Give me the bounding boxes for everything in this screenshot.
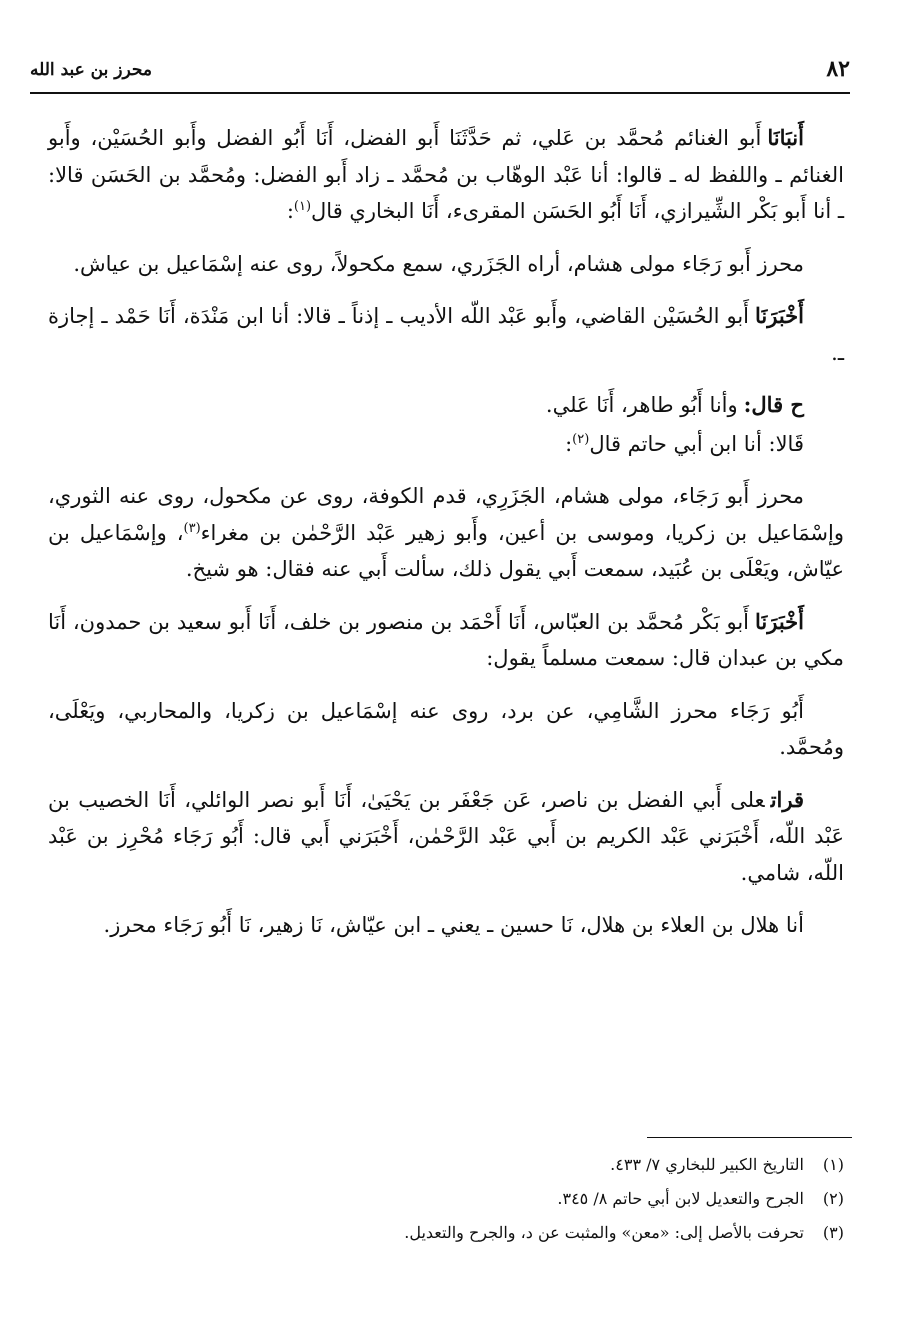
- paragraph-2: [48, 246, 844, 283]
- paragraph-text: أَبو الحُسَيْن القاضي، وأَبو عَبْد اللّه الأديب ـ إذناً ـ قالا: أنا ابن مَنْدَة، أَنَا حَمْد ـ إجازة ـ.: [48, 304, 844, 365]
- paragraph-text: محرز أَبو رَجَاء مولى هشام، أراه الجَزَري، سمع مكحولاً، روى عنه إسْمَاعيل بن عياش.: [73, 251, 804, 276]
- running-title: محرز بن عبد الله: [30, 60, 152, 80]
- footnote-1: [48, 1148, 844, 1182]
- paragraph-3: [48, 298, 844, 371]
- paragraph-end: ، وإسْمَاعيل بن عيّاش، ويَعْلَى بن عُبَيد، سمعت أَبي يقول ذلك، سألت أَبي عنه فقال: هو شيخ.: [48, 520, 844, 581]
- page-header: [30, 56, 850, 94]
- paragraph-text: أنا هلال بن العلاء بن هلال، نَا حسين ـ يعني ـ ابن عيّاش، نَا زهير، نَا أَبُو رَجَاء محرز.: [103, 913, 804, 937]
- footnote-text: الجرح والتعديل لابن أبي حاتم ٨/ ٣٤٥.: [557, 1189, 804, 1208]
- paragraph-text: أَبو بَكْر مُحمَّد بن العبّاس، أَنَا أَحْمَد بن منصور بن خلف، أَنَا أَبو سعيد بن حمدون، أَنَا مكي بن عبدان قال: سمعت مسلماً يقول:: [48, 609, 844, 670]
- paragraph-text: محرز أَبو رَجَاء، مولى هشام، الجَزَرِي، قدم الكوفة، روى عن مكحول، روى عنه الثوري، وإسْمَاعيل بن زكريا، وموسى بن أعين، وأَبو زهير عَبْد الرَّحْمٰن بن مغراء: [48, 484, 844, 545]
- paragraph-lead: ح قال:: [743, 392, 804, 417]
- footnote-number: (٢): [822, 1189, 844, 1208]
- paragraph-text: أَبُو رَجَاء محرز الشَّامِي، عن برد، روى عنه إسْمَاعيل بن زكريا، والمحاربي، ويَعْلَى، ومُحمَّد.: [48, 698, 844, 759]
- paragraph-lead: أَخْبَرَنَا: [755, 303, 804, 328]
- footnote-2: [48, 1182, 844, 1216]
- paragraph-lead: قرات: [770, 786, 804, 812]
- footnote-3: [48, 1216, 844, 1250]
- paragraph-7: [48, 604, 844, 677]
- paragraph-10: [48, 907, 844, 944]
- paragraph-lead: أَنبَانَا: [767, 125, 804, 150]
- paragraph-1: [48, 120, 844, 230]
- paragraph-text: على أَبي الفضل بن ناصر، عَن جَعْفَر بن يَحْيَىٰ، أَنَا أَبو نصر الوائلي، أَنَا الخصيب بن عَبْد اللّه، أَخْبَرَني عَبْد الكريم بن أَبي عَبْد الرَّحْمٰن، أَخْبَرَني أَبي قال: أَبُو رَجَاء مُحْرِز بن عَبْد اللّه، شامي.: [48, 787, 844, 885]
- paragraph-9: [48, 782, 844, 892]
- footnotes: [48, 1148, 844, 1250]
- page-number: ٨٢: [826, 56, 850, 82]
- footnote-text: التاريخ الكبير للبخاري ٧/ ٤٣٣.: [610, 1155, 804, 1174]
- footnote-ref: (٣): [183, 520, 201, 536]
- paragraph-lead: أَخْبَرَنَا: [755, 608, 804, 634]
- footnote-separator: [647, 1137, 852, 1138]
- paragraph-text: أَبو الغنائم مُحمَّد بن عَلي، ثم حَدَّثَنَا أَبو الفضل، أَنَا أَبُو الفضل وأَبو الحُسَيْن، وأَبو الغنائم ـ واللفظ له ـ قالوا: أنا عَبْد الوهّاب بن مُحمَّد ـ زاد أَبو الفضل: ومُحمَّد بن الحَسَن قالا: ـ أنا أَبو بَكْر الشِّيرازي، أَنَا أَبُو الحَسَن المقرىء، أَنَا البخاري قال: [48, 126, 844, 223]
- footnote-text: تحرفت بالأصل إلى: «معن» والمثبت عن د، والجرح والتعديل.: [404, 1223, 804, 1242]
- paragraph-5: [48, 426, 844, 463]
- footnote-ref: (١): [293, 199, 312, 214]
- paragraph-8: [48, 693, 844, 766]
- paragraph-4: [48, 387, 844, 424]
- paragraph-text: وأنا أَبُو طاهر، أَنَا عَلي.: [545, 393, 738, 417]
- paragraph-text: قَالا: أنا ابن أبي حاتم قال: [589, 431, 804, 456]
- paragraph-end: :: [286, 199, 294, 223]
- paragraph-6: [48, 478, 844, 588]
- paragraph-end: :: [565, 431, 573, 456]
- footnote-number: (٣): [822, 1223, 844, 1242]
- main-text: [48, 120, 844, 960]
- footnote-number: (١): [822, 1155, 844, 1174]
- footnote-ref: (٢): [572, 431, 590, 447]
